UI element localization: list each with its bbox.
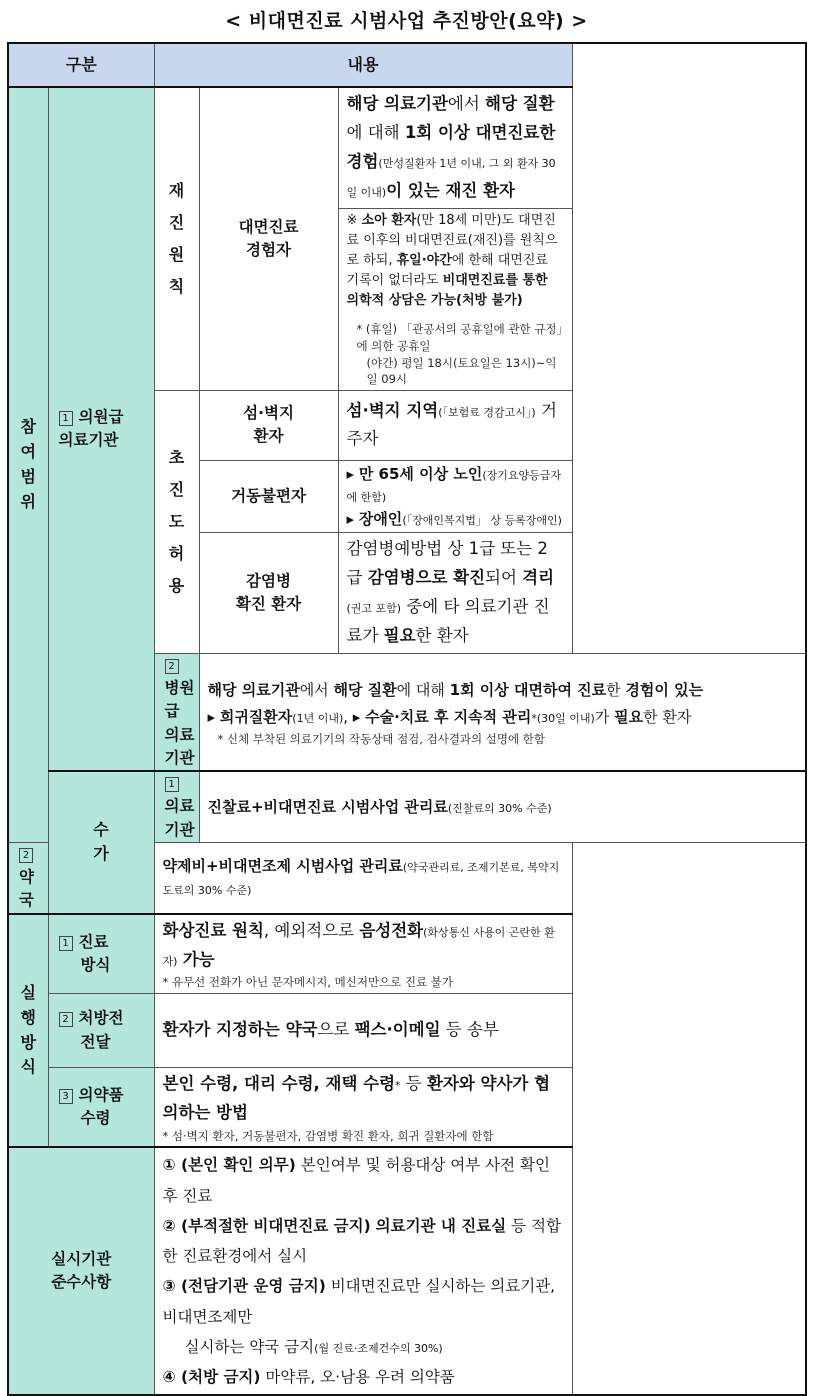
text-segment: 필요: [614, 707, 644, 726]
text-segment: (만성질환자 1년 이내, 그 외 환자 30일 이내): [346, 156, 556, 199]
text-segment: 등 적합한 진료환경에서 실시: [162, 1216, 561, 1266]
text-segment: *(30일 이내): [531, 711, 595, 725]
text-segment: 환자와 약사가 협의하는 방법: [162, 1074, 551, 1122]
text-segment: (화상통신 사용이 곤란한 환자): [162, 925, 555, 968]
text-segment: 되어: [485, 568, 523, 588]
text-line: [208, 798, 552, 816]
number-box: 2: [19, 848, 33, 863]
text-segment: 해당 의료기관: [207, 680, 300, 699]
compliance-item: [163, 1271, 564, 1331]
text-segment: (1년 이내): [292, 711, 344, 725]
text-line: [208, 704, 797, 731]
header-category: 구분: [8, 43, 154, 87]
text-segment: 격리: [522, 568, 555, 588]
infection-label: 감염병 확진 환자: [199, 533, 338, 654]
hospital-label: 2병원급 의료기관: [154, 653, 199, 771]
text-segment: , 예외적으로: [263, 920, 360, 940]
summary-table: [7, 42, 807, 1396]
infection-content: [338, 533, 572, 654]
text-segment: , ▸: [343, 707, 366, 726]
text-line: [347, 401, 557, 449]
number-box: 1: [59, 936, 73, 951]
participation-label: 참여범위: [8, 87, 48, 842]
text-segment: 등: [400, 1074, 427, 1094]
fee-clinic-content: [199, 771, 806, 842]
fee-pharmacy-label: 2약국: [8, 842, 48, 913]
text-segment: 비대면진료를 통한 의학적 상담은 가능(처방 불가): [346, 272, 548, 309]
text-segment: (「장애인복지법」 상 등록장애인): [402, 513, 562, 527]
page-title: < 비대면진료 시범사업 추진방안(요약) >: [225, 10, 588, 32]
fee-clinic-label: 1의료기관: [154, 771, 199, 842]
text-segment: 진찰료+비대면진료 시범사업 관리료: [207, 797, 448, 816]
text-segment: 에서: [447, 94, 486, 113]
text-segment: 이 있는 재진 환자: [386, 180, 515, 200]
text-segment: 한 환자: [643, 707, 692, 726]
text-segment: 본인 수령, 대리 수령, 재택 수령: [162, 1074, 396, 1094]
text-segment: 에 한해 대면진료 기록이 없더라도: [346, 252, 548, 288]
text-segment: 해당 질환: [333, 680, 397, 699]
text-segment: 중에 타 의료기관 진료가: [346, 597, 550, 646]
text-segment: 마약류, 오·남용 우려 의약품: [260, 1368, 455, 1387]
text-segment: (만 18세 미만)도 대면진료 이후의 비대면진료(재진)를 원칙으로 하되,: [346, 212, 558, 268]
mobility-content: [338, 460, 572, 533]
text-segment: 장애인: [358, 509, 403, 528]
text-segment: 의료기관 내 진료실: [375, 1216, 507, 1235]
exec-method-content: [154, 914, 572, 994]
number-box: 3: [59, 1089, 73, 1104]
island-label: 섬·벽지 환자: [199, 390, 338, 460]
mobility-label: 거동불편자: [199, 460, 338, 533]
revisit-label: 재진원칙: [154, 87, 199, 390]
text-line: [347, 463, 564, 508]
text-segment: 화상진료 원칙: [162, 920, 264, 940]
text-segment: 가: [594, 707, 615, 726]
exec-prescription-label: 2 처방전 전달: [48, 994, 154, 1068]
text-segment: (약국관리료, 조제기본료, 복약지도료의 30% 수준): [162, 861, 560, 897]
text-segment: 비대면진료만 실시하는 의료기관, 비대면조제만: [162, 1277, 556, 1326]
text-segment: 경험이 있는: [625, 680, 704, 699]
exec-prescription-content: [154, 994, 572, 1068]
compliance-content: [154, 1147, 572, 1395]
text-segment: 한: [606, 680, 626, 699]
compliance-item: [163, 1211, 564, 1271]
text-line: [163, 917, 564, 975]
text-segment: (「보험료 경감고시」): [438, 405, 536, 419]
text-segment: 휴일·야간: [396, 252, 452, 268]
text-segment: ▸: [346, 464, 359, 483]
compliance-item: [163, 1150, 564, 1210]
clinic-label: 1 의원급 의료기관: [48, 87, 154, 771]
header-content: 내용: [154, 43, 572, 87]
fee-label: 수가: [48, 771, 154, 914]
text-segment: 환자가 지정하는 약국: [162, 1020, 318, 1040]
exec-medicine-label: 3 의약품 수령: [48, 1068, 154, 1148]
text-segment: 에 대해: [346, 122, 405, 142]
text-line: [347, 508, 564, 531]
text-segment: 등 송부: [440, 1020, 499, 1040]
hospital-footnote: * 신체 부착된 의료기기의 작동상태 점검, 검사결과의 설명에 한함: [217, 731, 545, 746]
text-segment: 거주자: [346, 400, 557, 449]
text-segment: 소아 환자: [361, 212, 417, 228]
text-line: [163, 1070, 564, 1128]
text-segment: 실시하는 약국 금지: [184, 1337, 315, 1356]
text-segment: ④ (처방 금지): [162, 1368, 261, 1387]
text-segment: 에 대해: [396, 680, 450, 699]
text-segment: 1회 이상 대면하여 진료: [449, 680, 607, 699]
text-segment: 감염병예방법 상 1급 또는 2급: [346, 539, 548, 588]
fee-pharmacy-content: [154, 842, 572, 913]
text-segment: 으로: [317, 1020, 355, 1040]
revisit-sub-label: 대면진료 경험자: [199, 87, 338, 390]
text-line: [347, 539, 555, 645]
execution-label: 실행방식: [8, 914, 48, 1148]
text-segment: 수술·치료 후 지속적 관리: [365, 707, 532, 726]
number-box: 1: [165, 777, 179, 792]
number-box: 2: [59, 1012, 73, 1027]
text-segment: 약제비+비대면조제 시범사업 관리료: [162, 857, 403, 876]
island-content: [338, 390, 572, 460]
text-line: [347, 94, 556, 200]
text-segment: 감염병으로 확진: [367, 568, 486, 588]
text-segment: 본인여부 및 허용대상 여부 사전 확인 후 진료: [162, 1156, 551, 1205]
text-segment: 한 환자: [415, 626, 469, 646]
text-segment: (권고 포함): [346, 602, 402, 616]
exec-medicine-content: [154, 1068, 572, 1148]
text-segment: 만 65세 이상 노인: [358, 464, 483, 483]
text-segment: ※: [346, 212, 362, 228]
revisit-main-text: [338, 87, 572, 208]
number-box: 1: [59, 411, 73, 426]
text-segment: ③ (전담기관 운영 금지): [162, 1277, 326, 1296]
text-segment: ▸: [207, 707, 220, 726]
text-segment: 필요: [383, 626, 416, 646]
text-segment: (진찰료의 30% 수준): [447, 801, 552, 815]
text-line: [208, 677, 797, 704]
text-segment: 음성전화: [359, 920, 424, 940]
text-segment: 1회 이상 대면진료한 경험: [346, 122, 556, 171]
text-segment: ▸: [346, 509, 359, 528]
exec-method-footnote: * 유무선 전화가 아닌 문자메시지, 메신저만으로 진료 불가: [162, 975, 454, 990]
compliance-item: [163, 1362, 564, 1392]
text-segment: 팩스·이메일: [354, 1020, 441, 1040]
text-segment: ① (본인 확인 의무): [162, 1156, 296, 1175]
number-box: 2: [165, 659, 179, 674]
text-segment: *: [395, 1079, 401, 1093]
text-segment: 섬·벽지 지역: [346, 400, 439, 420]
compliance-item: [163, 1332, 564, 1362]
revisit-note: [338, 208, 572, 390]
revisit-footnote: * (휴일) 「관공서의 공휴일에 관한 규정」에 의한 공휴일: [356, 322, 563, 353]
text-line: [163, 857, 560, 898]
text-line: [347, 211, 564, 312]
compliance-label: 실시기관 준수사항: [8, 1147, 154, 1395]
text-segment: (월 진료·조제건수의 30%): [314, 1341, 443, 1355]
text-segment: 희귀질환자: [219, 707, 293, 726]
text-segment: (장기요양등급자에 한함): [346, 468, 561, 505]
text-line: [163, 1020, 499, 1039]
hospital-content: [199, 653, 806, 771]
exec-method-label: 1 진료 방식: [48, 914, 154, 994]
text-segment: ② (부적절한 비대면진료 금지): [162, 1216, 371, 1235]
text-segment: 가능: [182, 949, 215, 969]
first-visit-label: 초진도허용: [154, 390, 199, 653]
exec-medicine-footnote: * 섬·벽지 환자, 거동불편자, 감염병 확진 환자, 희귀 질환자에 한함: [162, 1128, 494, 1143]
text-segment: 해당 질환: [485, 94, 555, 113]
text-segment: 해당 의료기관: [346, 94, 448, 113]
text-segment: 에서: [299, 680, 334, 699]
revisit-footnote: (야간) 평일 18시(토요일은 13시)~익일 09시: [366, 355, 557, 387]
